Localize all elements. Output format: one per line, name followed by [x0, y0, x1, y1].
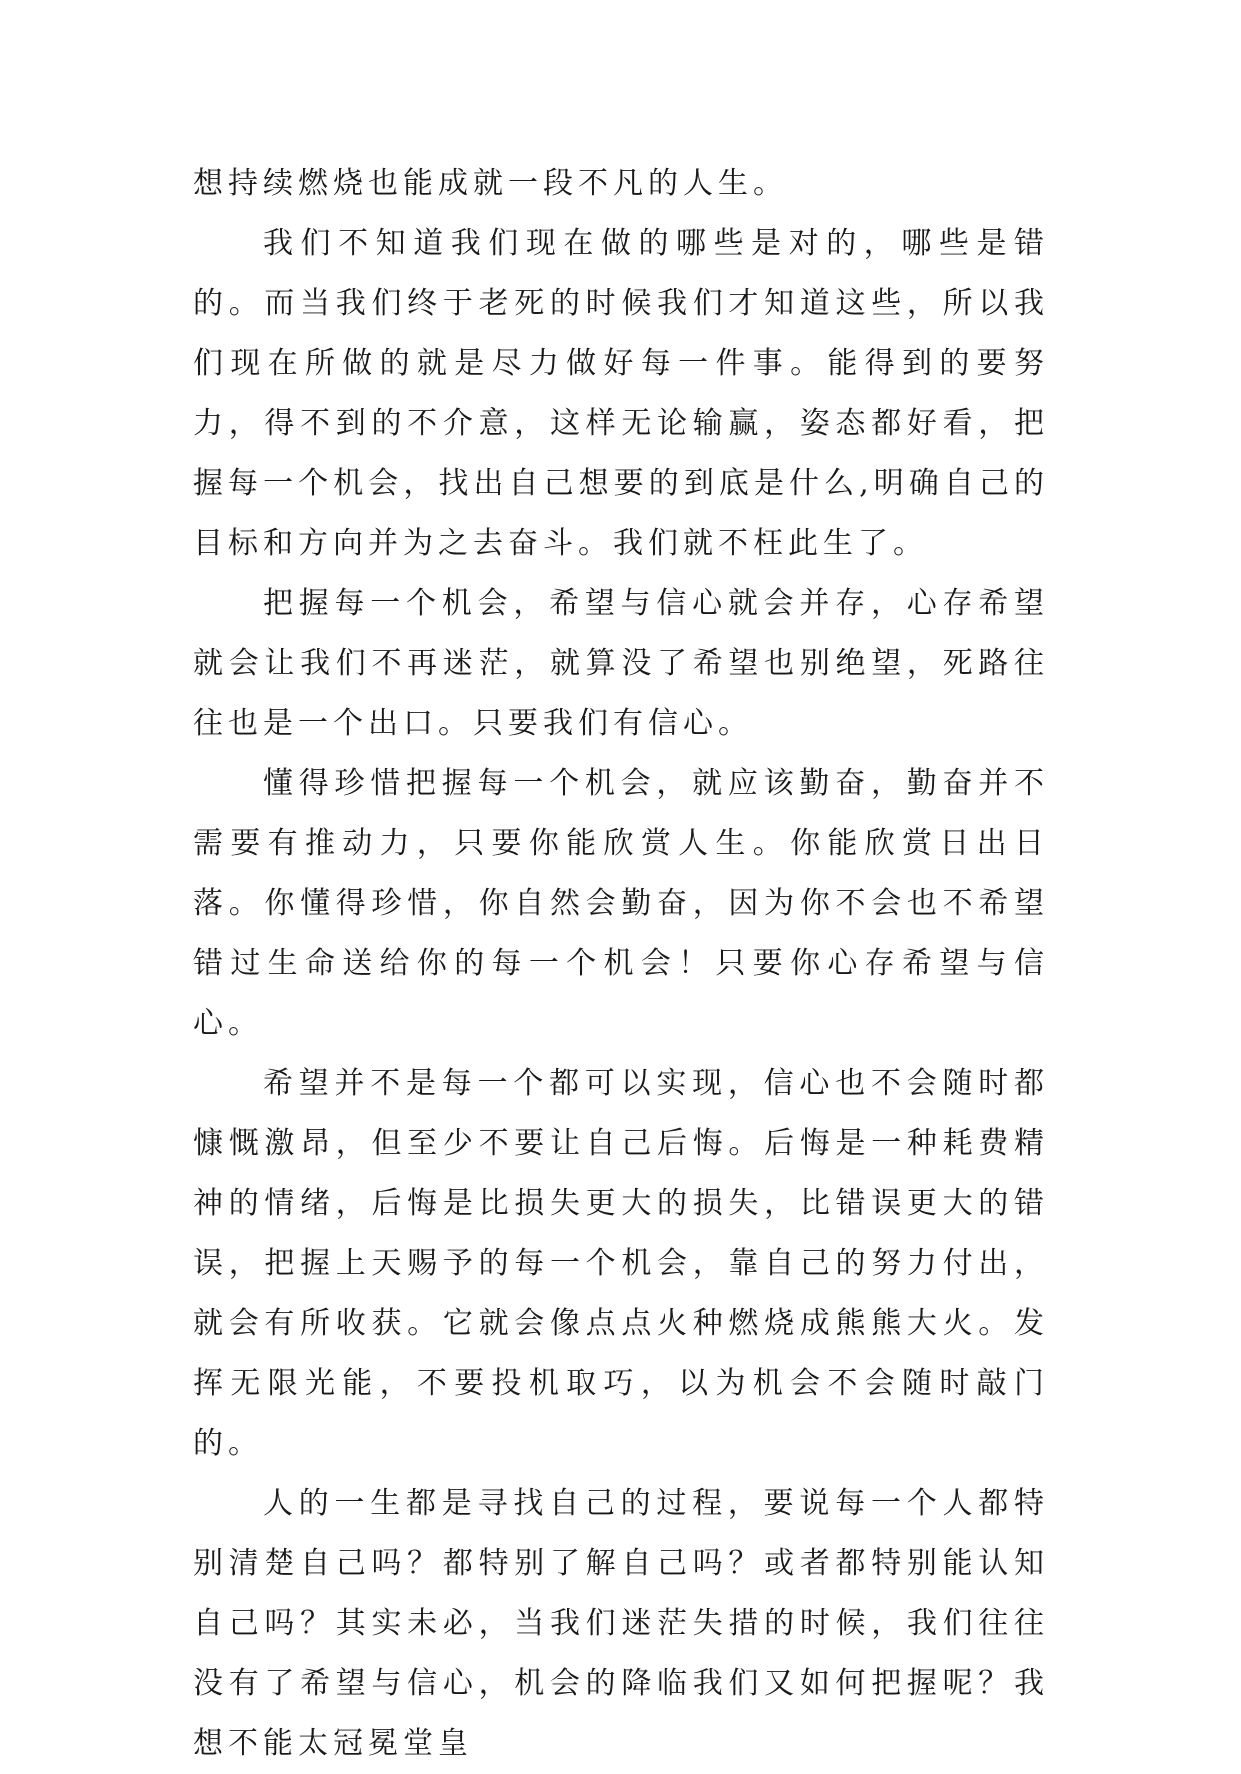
document-body: [193, 154, 1049, 1774]
paragraph: 我们不知道我们现在做的哪些是对的，哪些是错的。而当我们终于老死的时候我们才知道这些，所以我们现在所做的就是尽力做好每一件事。能得到的要努力，得不到的不介意，这样无论输赢，姿态都好看，把握每一个机会，找出自己想要的到底是什么,明确自己的目标和方向并为之去奋斗。我们就不枉此生了。: [193, 226, 1049, 561]
paragraph: 希望并不是每一个都可以实现，信心也不会随时都慷慨激昂，但至少不要让自己后悔。后悔是一种耗费精神的情绪，后悔是比损失更大的损失，比错误更大的错误，把握上天赐予的每一个机会，靠自己的努力付出，就会有所收获。它就会像点点火种燃烧成熊熊大火。发挥无限光能，不要投机取巧，以为机会不会随时敲门的。: [193, 1066, 1049, 1461]
paragraph: 把握每一个机会，希望与信心就会并存，心存希望就会让我们不再迷茫，就算没了希望也别绝望，死路往往也是一个出口。只要我们有信心。: [193, 586, 1049, 741]
paragraph: 人的一生都是寻找自己的过程，要说每一个人都特别清楚自己吗？都特别了解自己吗？或者都特别能认知自己吗？其实未必，当我们迷茫失措的时候，我们往往没有了希望与信心，机会的降临我们又如何把握呢？我想不能太冠冕堂皇: [193, 1486, 1049, 1761]
paragraph-continuation: 想持续燃烧也能成就一段不凡的人生。: [193, 166, 788, 201]
paragraph: 懂得珍惜把握每一个机会，就应该勤奋，勤奋并不需要有推动力，只要你能欣赏人生。你能欣赏日出日落。你懂得珍惜，你自然会勤奋，因为你不会也不希望错过生命送给你的每一个机会！只要你心存希望与信心。: [193, 766, 1049, 1041]
